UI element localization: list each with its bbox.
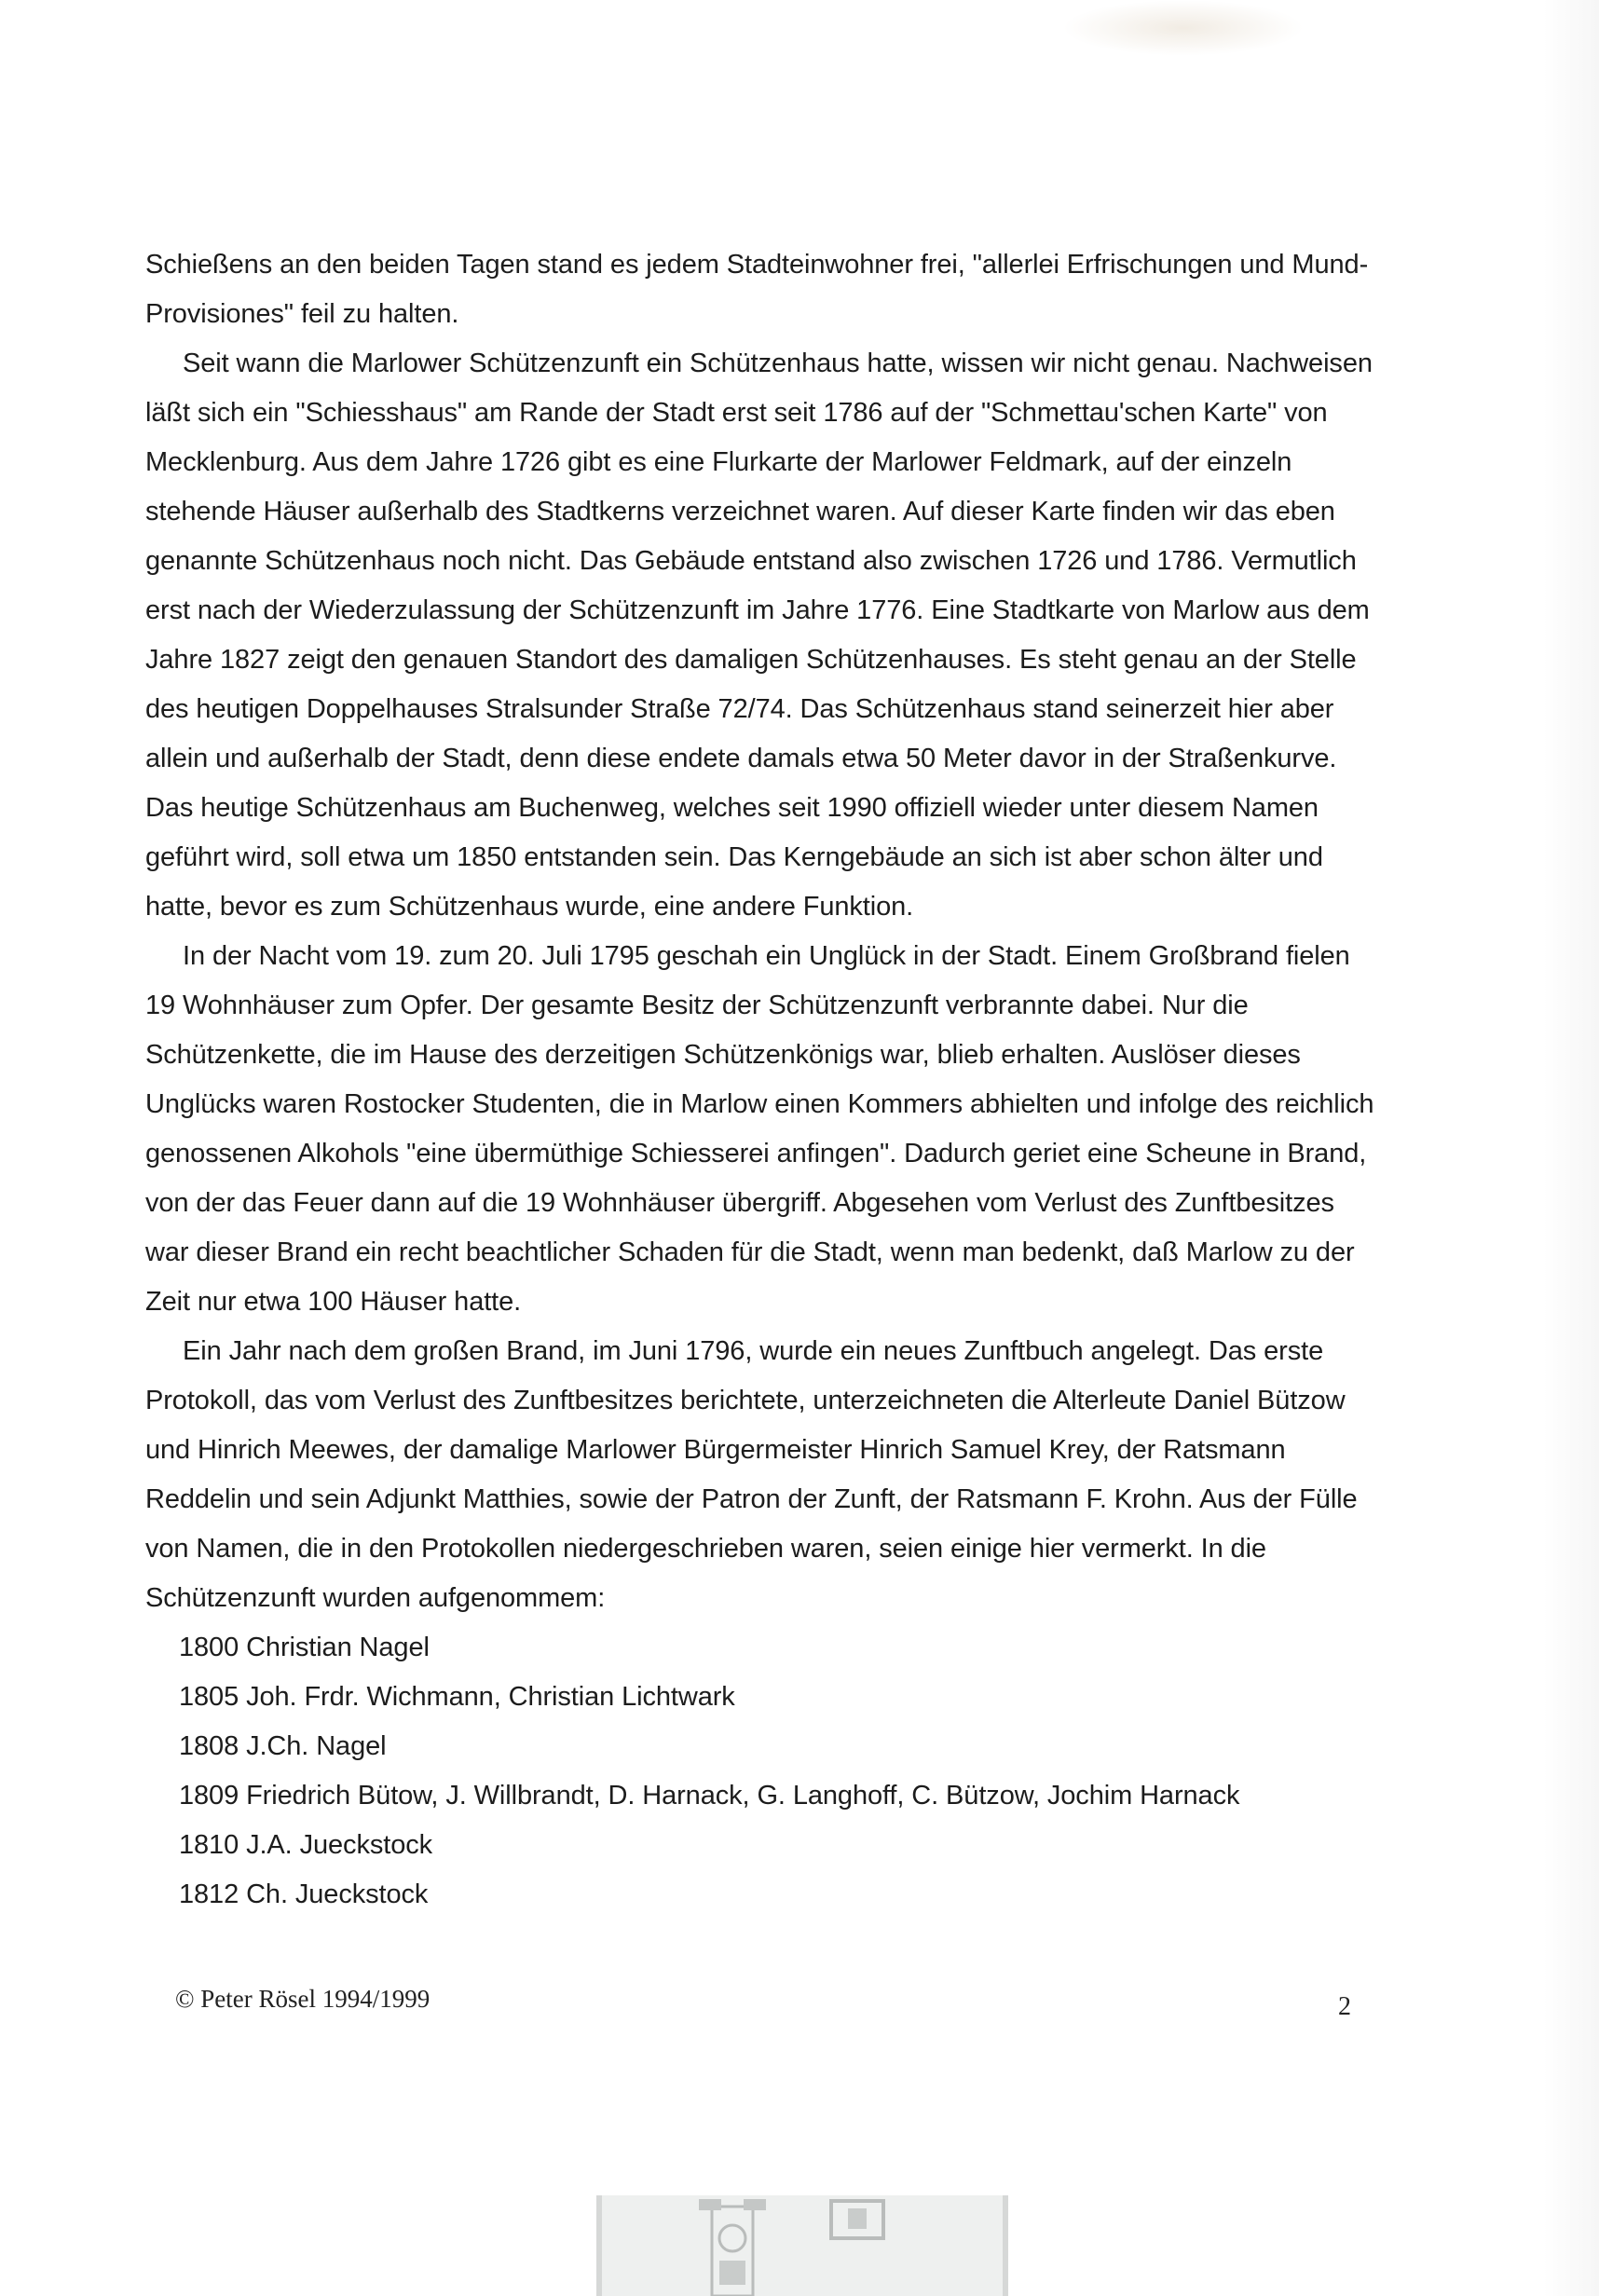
scan-smudge [1062,0,1305,56]
list-item: 1812 Ch. Jueckstock [179,1879,429,1909]
paragraph-continuation: Schießens an den beiden Tagen stand es jedem Stadteinwohner frei, "allerlei Erfrischungen und Mund-Provisiones" feil zu halten. [145,250,1369,329]
list-item: 1810 J.A. Jueckstock [179,1830,433,1860]
list-item: 1805 Joh. Frdr. Wichmann, Christian Lichtwark [179,1682,735,1712]
member-list [145,1623,1375,1920]
paragraph-zunftbuch: Ein Jahr nach dem großen Brand, im Juni 1796, wurde ein neues Zunftbuch angelegt. Das erste Protokoll, das vom Verlust des Zunftbesitzes berichtete, unterzeichneten die Alterleute Daniel Bützow und Hinrich Meewes, der damalige Marlower Bürgermeister Hinrich Samuel Krey, der Ratsmann Reddelin und sein Adjunkt Matthies, sowie der Patron der Zunft, der Ratsmann F. Krohn. Aus der Fülle von Namen, die in den Protokollen niedergeschrieben waren, seien einige hier vermerkt. In die Schützenzunft wurden aufgenommem: [145,1336,1358,1613]
scan-watermark-graphic [602,2195,1003,2296]
copyright-notice: © Peter Rösel 1994/1999 [175,1985,430,2013]
list-item: 1800 Christian Nagel [179,1633,430,1662]
list-item: 1809 Friedrich Bütow, J. Willbrandt, D. Harnack, G. Langhoff, C. Bützow, Jochim Harnack [179,1781,1240,1811]
scan-edge-shade [1543,0,1599,2296]
paragraph-grossbrand: In der Nacht vom 19. zum 20. Juli 1795 geschah ein Unglück in der Stadt. Einem Großbrand fielen 19 Wohnhäuser zum Opfer. Der gesamte Besitz der Schützenzunft verbrannte dabei. Nur die Schützenkette, die im Hause des derzeitigen Schützenkönigs war, blieb erhalten. Auslöser dieses Unglücks waren Rostocker Studenten, die in Marlow einen Kommers abhielten und infolge des reichlich genossenen Alkohols "eine übermüthige Schiesserei anfingen". Dadurch geriet eine Scheune in Brand, von der das Feuer dann auf die 19 Wohnhäuser übergriff. Abgesehen vom Verlust des Zunftbesitzes war dieser Brand ein recht beachtlicher Schaden für die Stadt, wenn man bedenkt, daß Marlow zu der Zeit nur etwa 100 Häuser hatte. [145,941,1374,1317]
paragraph-schuetzenhaus: Seit wann die Marlower Schützenzunft ein Schützenhaus hatte, wissen wir nicht genau. Nachweisen läßt sich ein "Schiesshaus" am Rande der Stadt erst seit 1786 auf der "Schmettau'schen Karte" von Mecklenburg. Aus dem Jahre 1726 gibt es eine Flurkarte der Marlower Feldmark, auf der einzeln stehende Häuser außerhalb des Stadtkerns verzeichnet waren. Auf dieser Karte finden wir das eben genannte Schützenhaus noch nicht. Das Gebäude entstand also zwischen 1726 und 1786. Vermutlich erst nach der Wiederzulassung der Schützenzunft im Jahre 1776. Eine Stadtkarte von Marlow aus dem Jahre 1827 zeigt den genauen Standort des damaligen Schützenhauses. Es steht genau an der Stelle des heutigen Doppelhauses Stralsunder Straße 72/74. Das Schützenhaus stand seinerzeit hier aber allein und außerhalb der Stadt, denn diese endete damals etwa 50 Meter davor in der Straßenkurve. Das heutige Schützenhaus am Buchenweg, welches seit 1990 offiziell wieder unter diesem Namen geführt wird, soll etwa um 1850 entstanden sein. Das Kerngebäude an sich ist aber schon älter und hatte, bevor es zum Schützenhaus wurde, eine andere Funktion. [145,348,1373,922]
body-text [145,240,1375,1920]
list-item: 1808 J.Ch. Nagel [179,1731,387,1761]
scan-watermark [596,2195,1008,2296]
page-number: 2 [1338,1992,1351,2021]
